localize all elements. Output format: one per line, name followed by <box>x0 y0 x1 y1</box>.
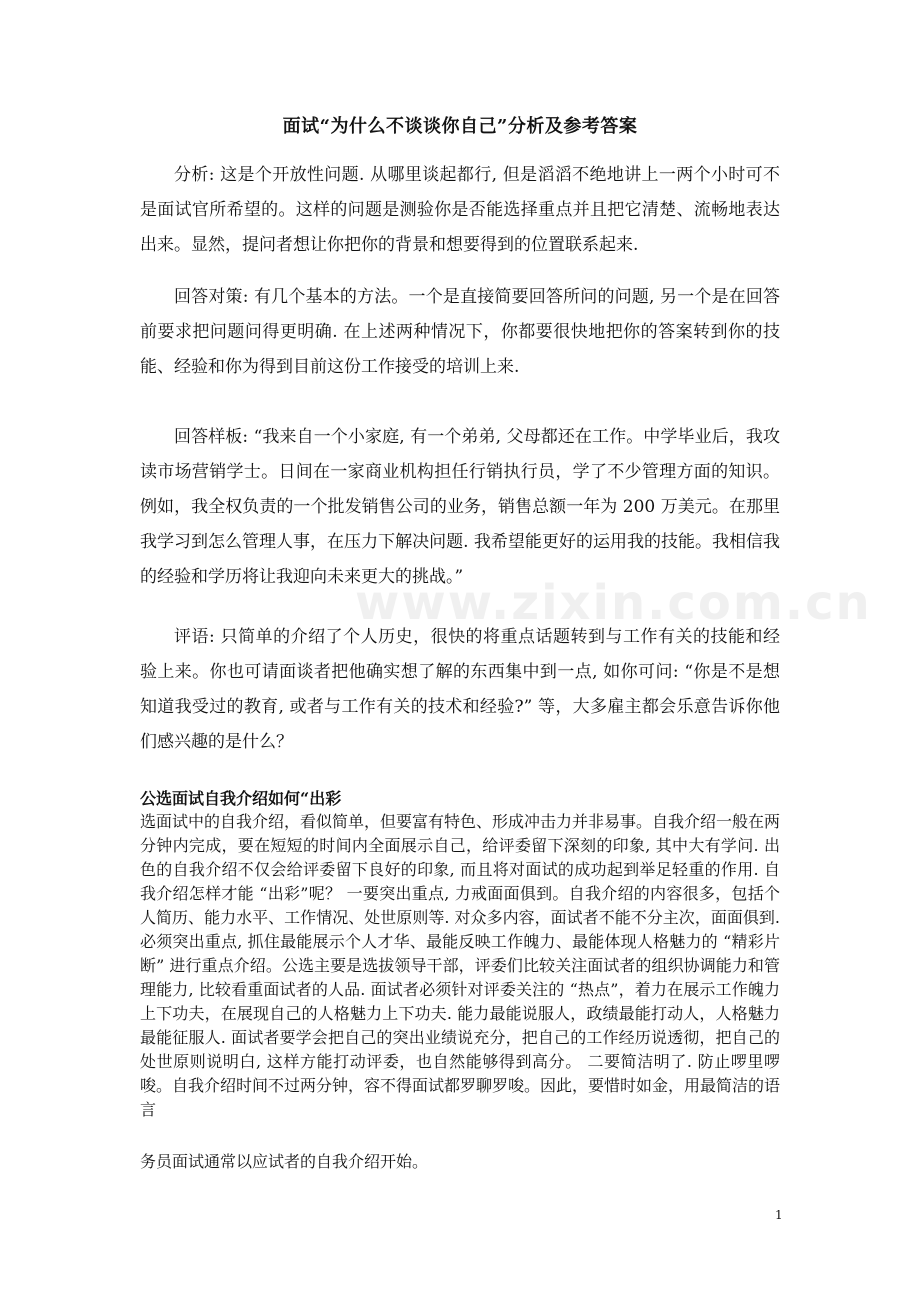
paragraph-comment: 评语: 只简单的介绍了个人历史，很快的将重点话题转到与工作有关的技能和经验上来。你也可请面谈者把他确实想了解的东西集中到一点, 如你可问: “你是不是想知道我受过的教育, 或者与工作有关的技术和经验?” 等，大多雇主都会乐意告诉你他们感兴趣的是什么？ <box>140 627 780 752</box>
paragraph-analysis: 分析: 这是个开放性问题. 从哪里谈起都行, 但是滔滔不绝地讲上一两个小时可不是面试官所希望的。这样的问题是测验你是否能选择重点并且把它清楚、流畅地表达出来。显然，提问者想让你把你的背景和想要得到的位置联系起来. <box>140 165 780 255</box>
document-title: 面试“为什么不谈谈你自己”分析及参考答案 <box>282 116 638 137</box>
paragraph-strategy: 回答对策: 有几个基本的方法。一个是直接简要回答所问的问题, 另一个是在回答前要求把问题问得更明确. 在上述两种情况下，你都要很快地把你的答案转到你的技能、经验和你为得到目前这份工作接受的培训上来. <box>140 287 780 377</box>
watermark: www.zixin.com.cn <box>355 575 872 631</box>
section-heading: 公选面试自我介绍如何“出彩 <box>140 789 342 808</box>
section-body: 选面试中的自我介绍，看似简单，但要富有特色、形成冲击力并非易事。自我介绍一般在两分钟内完成，要在短短的时间内全面展示自己，给评委留下深刻的印象, 其中大有学问. 出色的自我介绍不仅会给评委留下良好的印象, 而且将对面试的成功起到举足轻重的作用. 自我介绍怎样才能 “出彩”呢？ 一要突出重点, 力戒面面俱到。自我介绍的内容很多，包括个人简历、能力水平、工作情况、处世原则等. 对众多内容，面试者不能不分主次，面面俱到. 必须突出重点, 抓住最能展示个人才华、最能反映工作魄力、最能体现人格魅力的 “精彩片断” 进行重点介绍。公选主要是选拔领导干部，评委们比较关注面试者的组织协调能力和管理能力, 比较看重面试者的人品. 面试者必须针对评委关注的 “热点”，着力在展示工作魄力上下功夫，在展现自己的人格魅力上下功夫. 能力最能说服人，政绩最能打动人，人格魅力最能征服人. 面试者要学会把自己的突出业绩说充分，把自己的工作经历说透彻，把自己的处世原则说明白, 这样方能打动评委，也自然能够得到高分。 二要简洁明了. 防止啰里啰唆。自我介绍时间不过两分钟，容不得面试都罗聊罗唆。因此，要惜时如金，用最简洁的语言 <box>140 812 781 1119</box>
page-number: 1 <box>775 1208 783 1222</box>
tail-line: 务员面试通常以应试者的自我介绍开始。 <box>140 1152 429 1171</box>
paragraph-sample-answer: 回答样板: “我来自一个小家庭, 有一个弟弟, 父母都还在工作。中学毕业后，我攻读市场营销学士。日间在一家商业机构担任行销执行员，学了不少管理方面的知识。例如，我全权负责的一个批发销售公司的业务，销售总额一年为 200 万美元。在那里我学习到怎么管理人事，在压力下解决问题. 我希望能更好的运用我的技能。我相信我的经验和学历将让我迎向未来更大的挑战。” <box>140 427 780 587</box>
